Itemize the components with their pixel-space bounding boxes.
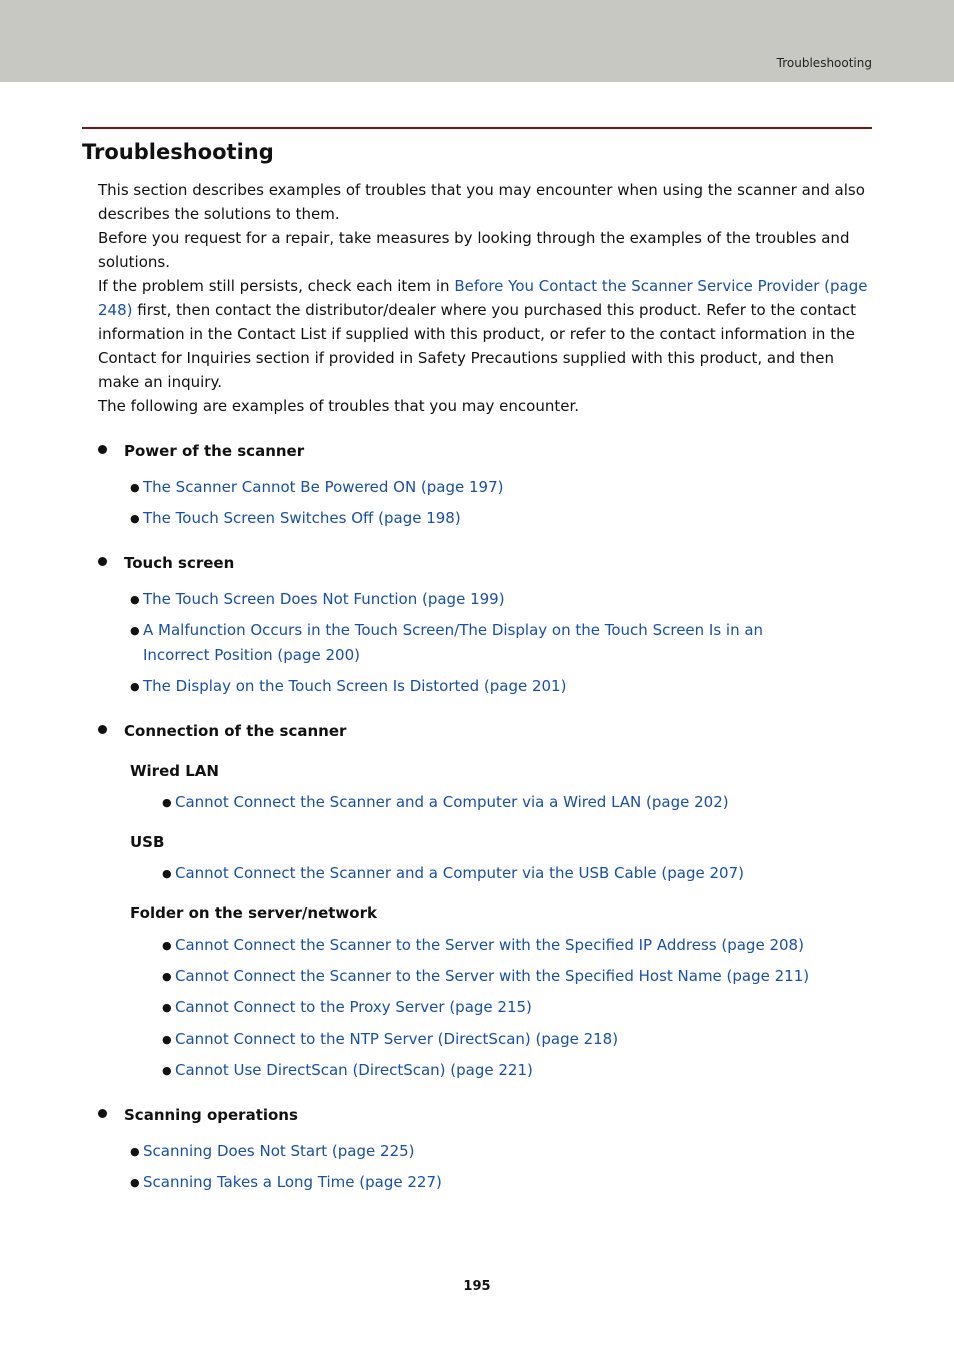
list-item [162,964,862,989]
bullet-icon [98,725,107,734]
link-server-host-name[interactable]: Cannot Connect the Scanner to the Server with the Specified Host Name (page 211) [175,967,810,985]
list-item [130,587,850,612]
bullet-icon: ● [162,796,172,809]
intro-paragraph-4: The following are examples of troubles that you may encounter. [98,397,580,415]
bullet-icon: ● [130,593,140,606]
section-heading-power-label: Power of the scanner [124,442,305,460]
intro-paragraph-2: Before you request for a repair, take measures by looking through the examples of the troubles and solutions. [98,229,850,271]
link-touch-screen-does-not-function[interactable]: The Touch Screen Does Not Function (page 199) [143,590,505,608]
subheading-usb: USB [130,833,165,851]
page-number: 195 [463,1279,491,1294]
section-heading-touch-screen [98,553,234,573]
link-server-ip-address[interactable]: Cannot Connect the Scanner to the Server with the Specified IP Address (page 208) [175,936,804,954]
list-item [130,475,850,500]
intro-paragraph-3-start: If the problem still persists, check each item in [98,277,455,295]
link-touch-screen-malfunction[interactable]: A Malfunction Occurs in the Touch Screen/The Display on the Touch Screen Is in an Incorrect Position (page 200) [143,621,764,664]
list-item [130,1139,850,1164]
section-heading-scanning [98,1105,298,1125]
list-item [162,1027,862,1052]
bullet-icon: ● [130,481,140,494]
bullet-icon: ● [130,624,140,637]
bullet-icon: ● [162,1001,172,1014]
subheading-wired-lan: Wired LAN [130,762,219,780]
page-title: Troubleshooting [82,140,274,164]
section-heading-touch-screen-label: Touch screen [124,554,235,572]
link-scanning-does-not-start[interactable]: Scanning Does Not Start (page 225) [143,1142,415,1160]
bullet-icon: ● [162,970,172,983]
bullet-icon: ● [162,1064,172,1077]
title-rule [82,127,872,129]
section-heading-connection-label: Connection of the scanner [124,722,347,740]
section-heading-connection [98,721,346,741]
bullet-icon: ● [130,1176,140,1189]
list-item [130,1170,850,1195]
bullet-icon [98,445,107,454]
bullet-icon [98,557,107,566]
link-touch-screen-distorted[interactable]: The Display on the Touch Screen Is Distorted (page 201) [143,677,567,695]
link-proxy-server[interactable]: Cannot Connect to the Proxy Server (page 215) [175,998,532,1016]
link-cannot-use-directscan[interactable]: Cannot Use DirectScan (DirectScan) (page 221) [175,1061,533,1079]
bullet-icon: ● [162,1033,172,1046]
list-item [162,933,862,958]
list-item [162,861,862,886]
link-ntp-server[interactable]: Cannot Connect to the NTP Server (DirectScan) (page 218) [175,1030,619,1048]
list-item [162,995,862,1020]
running-head: Troubleshooting [776,56,872,70]
bullet-icon [98,1109,107,1118]
link-scanner-cannot-be-powered-on[interactable]: The Scanner Cannot Be Powered ON (page 197) [143,478,504,496]
subheading-folder-server-network: Folder on the server/network [130,904,377,922]
list-item [162,1058,862,1083]
list-item [130,674,850,699]
bullet-icon: ● [130,1145,140,1158]
intro-paragraph-3-end: first, then contact the distributor/dealer where you purchased this product. Refer to the contact information in the Contact List if supplied with this product, or refer to the contact information in the Contact for Inquiries section if provided in Safety Precautions supplied with this product, and then make an inquiry. [98,301,857,391]
link-usb-connection[interactable]: Cannot Connect the Scanner and a Computer via the USB Cable (page 207) [175,864,744,882]
bullet-icon: ● [162,939,172,952]
link-scanning-takes-long-time[interactable]: Scanning Takes a Long Time (page 227) [143,1173,442,1191]
link-wired-lan-connection[interactable]: Cannot Connect the Scanner and a Computer via a Wired LAN (page 202) [175,793,729,811]
list-item [130,506,850,531]
section-heading-power [98,441,304,461]
bullet-icon: ● [162,867,172,880]
intro-text [98,178,868,418]
list-item [162,790,862,815]
bullet-icon: ● [130,680,140,693]
intro-paragraph-1: This section describes examples of troubles that you may encounter when using the scanner and also describes the solutions to them. [98,181,865,223]
intro-paragraph-3 [98,274,868,394]
service-provider-link[interactable]: Before You Contact the Scanner Service Provider (page 248) [98,277,868,319]
section-heading-scanning-label: Scanning operations [124,1106,298,1124]
list-item [130,618,830,668]
link-touch-screen-switches-off[interactable]: The Touch Screen Switches Off (page 198) [143,509,461,527]
bullet-icon: ● [130,512,140,525]
